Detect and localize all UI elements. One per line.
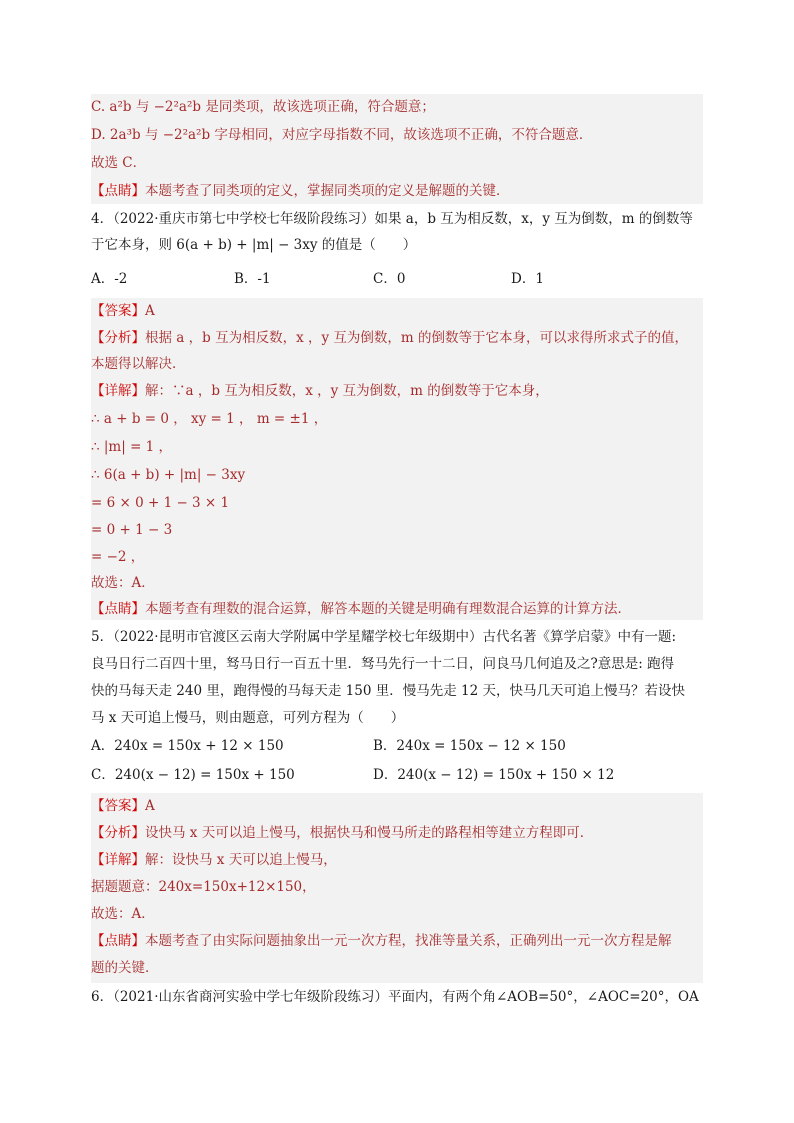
comment-text: 本题考查了同类项的定义，掌握同类项的定义是解题的关键． (145, 183, 510, 199)
q4-detail-line-1 (91, 382, 703, 400)
q3-option-c-explanation: C. a²b 与 −2²a²b 是同类项，故该选项正确，符合题意； (91, 99, 435, 115)
q5-detail-line-2: 据题题意：240x=150x+12×150， (91, 879, 316, 895)
answer-value: A (145, 303, 155, 319)
q4-detail-line-3: ∴ |m| = 1 ， (91, 439, 173, 455)
comment-text: 本题考查有理数的混合运算，解答本题的关键是明确有理数混合运算的计算方法． (145, 601, 631, 617)
q5-stem-line-4: 马 x 天可追上慢马，则由题意，可列方程为（ ） (91, 710, 405, 726)
detail-text: 解：∵a ，b 互为相反数，x ，y 互为倒数，m 的倒数等于它本身， (145, 383, 549, 399)
analysis-tag: 【分析】 (91, 825, 145, 841)
answer-tag: 【答案】 (91, 303, 145, 319)
q4-option-d: D．1 (511, 271, 544, 287)
q4-analysis-line-1 (91, 329, 703, 347)
q5-option-c: C．240(x − 12) = 150x + 150 (91, 767, 295, 783)
q5-answer (91, 797, 703, 815)
q4-detail-line-2: ∴ a + b = 0 ， xy = 1 ， m = ±1 ， (91, 411, 328, 427)
q4-detail-line-6: = 0 + 1 − 3 (91, 522, 173, 538)
analysis-text: 设快马 x 天可以追上慢马，根据快马和慢马所走的路程相等建立方程即可． (145, 825, 594, 841)
q5-option-d: D．240(x − 12) = 150x + 150 × 12 (373, 767, 615, 783)
q3-option-d-explanation: D. 2a³b 与 −2²a²b 字母相同，对应字母指数不同，故该选项不正确，不符合题意． (91, 127, 593, 143)
q4-detail-line-7: = −2 ， (91, 549, 145, 565)
q4-comment (91, 600, 703, 618)
comment-tag: 【点睛】 (91, 601, 145, 617)
q4-detail-line-4: ∴ 6(a + b) + |m| − 3xy (91, 467, 246, 483)
q5-analysis (91, 824, 703, 842)
answer-value: A (145, 798, 155, 814)
q5-stem-line-3: 快的马每天走 240 里，跑得慢的马每天走 150 里．慢马先走 12 天，快马几天可追上慢马？若设快 (91, 683, 685, 699)
q4-option-a: A．-2 (91, 271, 128, 287)
q4-stem-line-1: 4．（2022·重庆市第七中学校七年级阶段练习）如果 a，b 互为相反数，x，y 互为倒数，m 的倒数等 (91, 211, 693, 227)
q5-stem-line-1: 5．（2022·昆明市官渡区云南大学附属中学星耀学校七年级期中）古代名著《算学启蒙》中有一题: (91, 629, 677, 645)
q4-option-b: B．-1 (234, 271, 271, 287)
analysis-text: 根据 a ，b 互为相反数，x ，y 互为倒数，m 的倒数等于它本身，可以求得所求式子的值， (145, 330, 688, 346)
detail-text: 解：设快马 x 天可以追上慢马， (145, 852, 337, 868)
q5-stem-line-2: 良马日行二百四十里，驽马日行一百五十里．驽马先行一十二日，问良马几何追及之?意思是: 跑得 (91, 656, 675, 672)
detail-tag: 【详解】 (91, 852, 145, 868)
q4-choose: 故选：A． (91, 575, 155, 591)
q4-analysis-line-2: 本题得以解决． (91, 356, 186, 372)
q4-stem-line-2: 于它本身，则 6(a + b) + |m| − 3xy 的值是（ ） (91, 237, 417, 253)
detail-tag: 【详解】 (91, 383, 145, 399)
analysis-tag: 【分析】 (91, 330, 145, 346)
comment-tag: 【点睛】 (91, 183, 145, 199)
q5-comment-line-2: 题的关键． (91, 960, 159, 976)
q5-option-a: A．240x = 150x + 12 × 150 (91, 738, 284, 754)
q5-option-b: B．240x = 150x − 12 × 150 (373, 738, 566, 754)
q4-option-c: C．0 (373, 271, 406, 287)
answer-tag: 【答案】 (91, 798, 145, 814)
q5-detail-line-1 (91, 851, 703, 869)
q4-detail-line-5: = 6 × 0 + 1 − 3 × 1 (91, 495, 230, 511)
q3-comment (91, 182, 703, 200)
comment-text: 本题考查了由实际问题抽象出一元一次方程，找准等量关系，正确列出一元一次方程是解 (145, 933, 672, 949)
q4-answer (91, 302, 703, 320)
q6-stem-line-1: 6．（2021·山东省商河实验中学七年级阶段练习）平面内，有两个角∠AOB=50°，∠AOC=20°，OA (91, 989, 699, 1005)
q5-choose: 故选：A． (91, 906, 155, 922)
q3-choose: 故选 C． (91, 155, 147, 171)
q5-comment-line-1 (91, 932, 703, 950)
comment-tag: 【点睛】 (91, 933, 145, 949)
